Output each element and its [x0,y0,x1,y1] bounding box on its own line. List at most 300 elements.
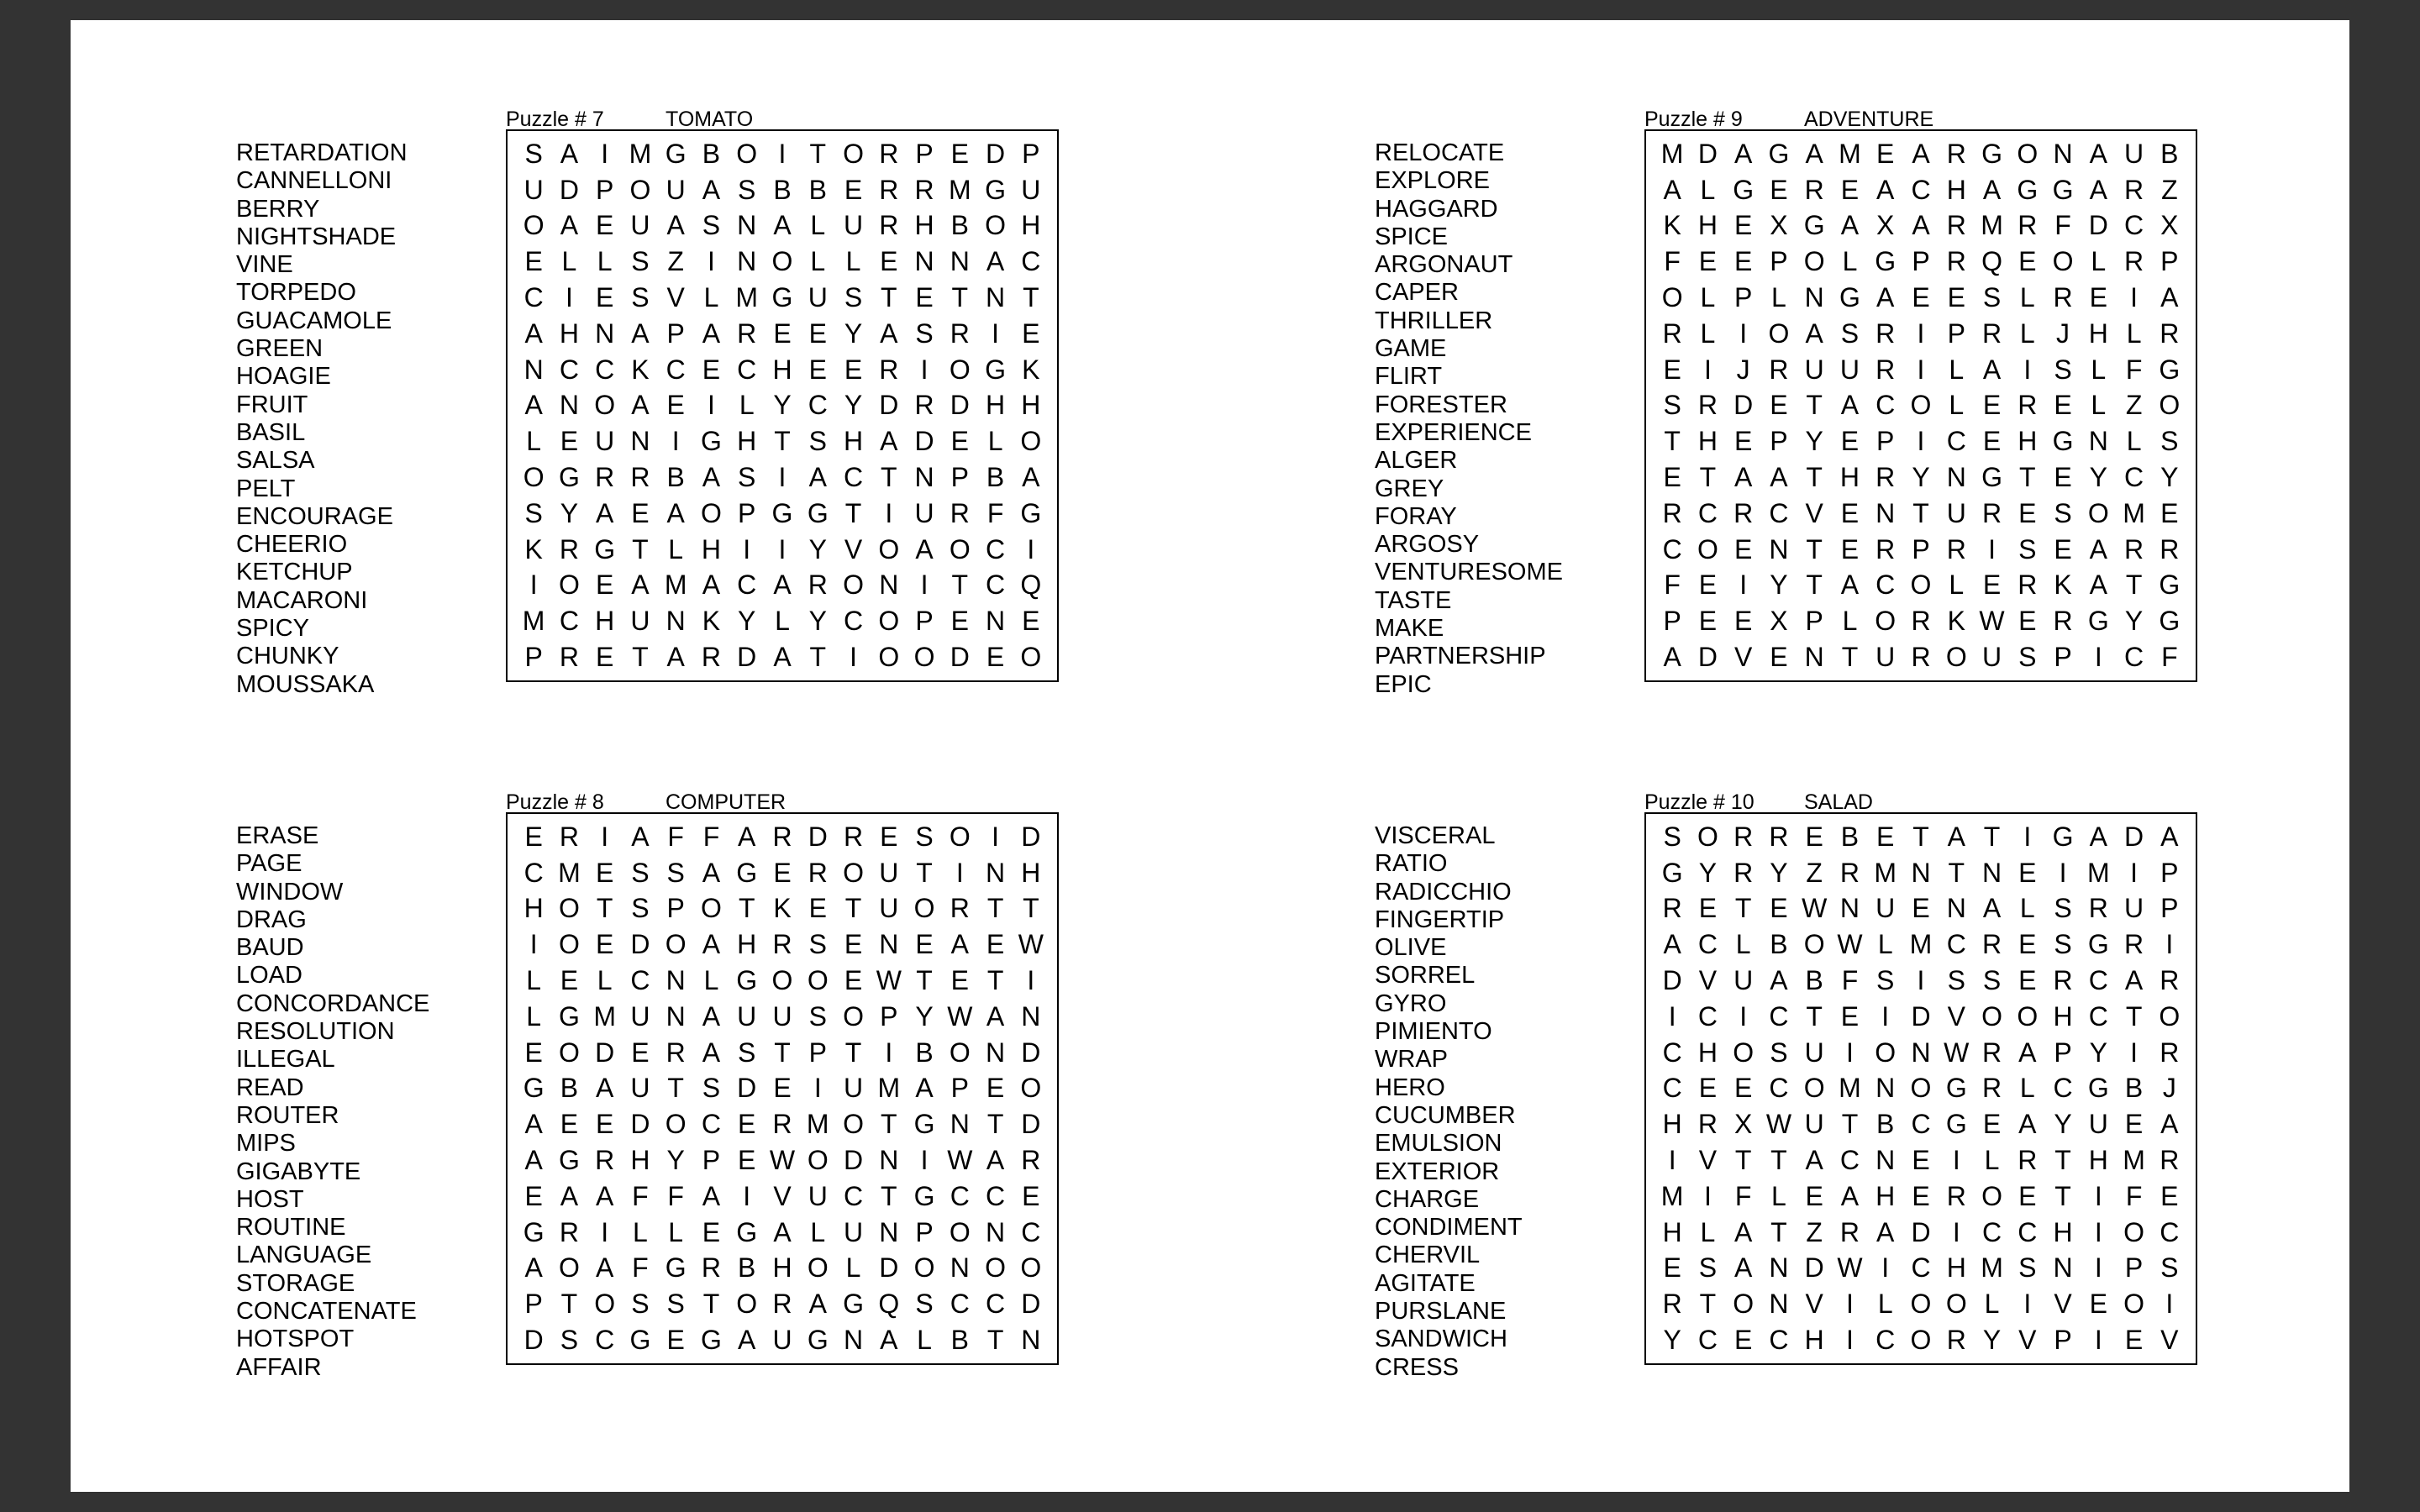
grid-letter: K [773,893,792,924]
grid-letter: F [2125,1180,2143,1211]
grid-letter: G [807,1325,829,1356]
grid-letter: R [914,390,934,421]
grid-letter: W [1979,606,2005,637]
grid-letter: O [1945,642,1967,673]
word-list-item: CRESS [1375,1353,1459,1381]
grid-letter: E [631,497,650,528]
grid-letter: S [738,1037,756,1068]
grid-letter: T [1734,893,1752,924]
grid-letter: V [2054,1289,2072,1320]
grid-letter: E [595,1109,614,1140]
grid-letter: G [2052,821,2074,852]
grid-letter: S [1663,390,1681,421]
grid-letter: O [558,893,580,924]
grid-letter: O [2087,497,2109,528]
grid-letter: A [524,390,543,421]
grid-letter: L [1949,570,1965,601]
grid-letter: E [1912,282,1930,313]
grid-letter: I [2059,857,2067,888]
grid-letter: I [1917,318,1925,349]
grid-letter: U [914,497,934,528]
grid-letter: C [1021,1216,1041,1247]
grid-letter: C [950,1180,970,1211]
grid-letter: E [1698,570,1718,601]
word-list-item: ERASE [236,822,319,849]
grid-letter: G [1661,857,1683,888]
grid-letter: E [631,1037,650,1068]
grid-letter: C [2124,642,2144,673]
grid-letter: U [523,174,544,205]
grid-letter: A [702,1037,721,1068]
grid-letter: M [877,1073,901,1104]
grid-letter: Z [1806,1216,1823,1247]
grid-letter: R [1876,318,1896,349]
grid-letter: T [986,965,1004,996]
grid-letter: S [2160,1252,2179,1284]
grid-letter: D [2124,821,2144,852]
grid-letter: L [1771,1180,1786,1211]
grid-letter: O [629,174,651,205]
grid-letter: F [632,1252,649,1284]
grid-letter: O [1910,390,1932,421]
grid-letter: U [1839,354,1860,385]
grid-letter: S [844,282,863,313]
grid-letter: C [1946,426,1966,457]
grid-letter: A [631,390,650,421]
grid-letter: E [1733,246,1753,277]
grid-letter: P [1805,606,1823,637]
grid-letter: E [844,174,863,205]
grid-letter: A [2124,965,2144,996]
grid-letter: G [2017,174,2039,205]
grid-letter: S [2054,893,2072,924]
grid-letter: H [1804,1325,1824,1356]
grid-letter: E [2089,282,2107,313]
grid-letter: E [524,821,543,852]
grid-letter: R [879,354,899,385]
grid-letter: W [1837,1252,1863,1284]
grid-letter: E [1698,1073,1718,1104]
grid-letter: C [1769,1000,1789,1032]
grid-letter: B [1770,929,1788,960]
grid-letter: P [595,174,614,205]
grid-letter: P [524,642,543,673]
grid-letter: N [1876,497,1896,528]
grid-letter: B [560,1073,579,1104]
grid-letter: V [1805,497,1823,528]
grid-letter: A [702,462,721,493]
grid-letter: E [1770,174,1788,205]
grid-letter: O [2017,1000,2039,1032]
grid-letter: E [1698,893,1718,924]
puzzle-number: Puzzle # 8 [506,790,604,814]
grid-letter: S [808,1000,827,1032]
grid-letter: O [913,1252,935,1284]
grid-letter: E [1733,426,1753,457]
grid-letter: C [1697,929,1718,960]
grid-letter: E [2018,1180,2037,1211]
grid-letter: A [1663,642,1681,673]
grid-letter: I [2094,1216,2102,1247]
grid-letter: I [1952,1216,1960,1247]
grid-letter: I [1703,1180,1712,1211]
grid-letter: A [560,138,579,169]
grid-letter: M [1839,138,1861,169]
grid-letter: S [631,1289,650,1320]
grid-letter: W [769,1145,796,1176]
grid-letter: A [595,1073,614,1104]
grid-letter: C [1981,1216,2002,1247]
word-list-item: CONCATENATE [236,1298,417,1326]
grid-letter: D [2088,210,2108,241]
grid-letter: G [558,1145,580,1176]
grid-letter: A [950,929,969,960]
grid-letter: L [775,606,790,637]
grid-letter: A [1663,929,1681,960]
word-list-item: VENTURESOME [1375,559,1563,586]
grid-letter: M [629,138,652,169]
grid-letter: R [2160,1145,2180,1176]
grid-letter: U [843,1216,864,1247]
grid-letter: P [2054,642,2072,673]
grid-letter: R [701,1252,722,1284]
grid-letter: S [1663,821,1681,852]
puzzle-theme: TOMATO [666,108,754,131]
grid-letter: I [565,282,573,313]
grid-letter: S [1982,282,2002,313]
grid-letter: Z [2161,174,2178,205]
grid-letter: E [1770,642,1788,673]
grid-letter: E [844,354,863,385]
grid-letter: A [773,210,792,241]
grid-letter: G [736,965,758,996]
grid-letter: E [1982,570,2002,601]
grid-letter: L [2126,318,2142,349]
grid-letter: R [1839,1216,1860,1247]
grid-letter: E [2124,1325,2144,1356]
grid-letter: T [738,893,755,924]
grid-letter: M [1660,1180,1684,1211]
grid-letter: F [2125,354,2143,385]
grid-letter: S [1698,1252,1718,1284]
grid-letter: S [524,497,543,528]
grid-letter: I [2094,642,2102,673]
grid-letter: O [1733,1289,1754,1320]
grid-letter: M [806,1109,829,1140]
puzzle-theme: ADVENTURE [1804,108,1934,131]
grid-letter: E [773,1073,792,1104]
grid-letter: A [524,318,543,349]
grid-letter: U [630,1073,650,1104]
grid-letter: I [955,857,964,888]
grid-letter: O [771,965,793,996]
grid-letter: O [843,1000,864,1032]
grid-letter: A [1663,174,1681,205]
grid-letter: C [2088,1000,2108,1032]
grid-letter: G [2159,606,2181,637]
grid-letter: I [1881,1252,1890,1284]
word-list-item: EXTERIOR [1375,1158,1500,1185]
grid-letter: G [1981,462,2002,493]
grid-letter: O [949,821,971,852]
grid-letter: O [771,246,793,277]
grid-letter: E [1840,174,1860,205]
grid-letter: G [2087,606,2109,637]
grid-letter: O [701,893,722,924]
grid-letter: C [1911,1252,1931,1284]
grid-letter: A [524,1252,543,1284]
grid-letter: N [1876,1145,1896,1176]
word-list-item: SPICE [1375,223,1449,250]
word-list-item: PARTNERSHIP [1375,643,1546,670]
grid-letter: I [778,533,786,564]
grid-letter: O [558,1037,580,1068]
word-list-item: GIGABYTE [236,1158,361,1185]
grid-letter: S [2054,929,2072,960]
word-list-item: PIMIENTO [1375,1018,1492,1046]
grid-letter: C [1946,929,1966,960]
grid-letter: C [1021,246,1041,277]
grid-letter: T [1023,893,1039,924]
grid-letter: C [1662,1073,1682,1104]
grid-letter: H [1021,210,1041,241]
grid-letter: O [843,570,864,601]
grid-letter: K [524,533,543,564]
grid-letter: L [1949,354,1965,385]
grid-letter: E [702,354,721,385]
word-list-item: HOAGIE [236,363,331,391]
grid-letter: G [629,1325,651,1356]
grid-letter: N [950,1109,970,1140]
grid-letter: H [1946,174,1966,205]
grid-letter: G [1020,497,1042,528]
grid-letter: I [743,533,751,564]
grid-letter: E [844,965,863,996]
grid-letter: N [1911,1037,1931,1068]
grid-letter: E [1840,1000,1860,1032]
grid-letter: T [809,138,827,169]
grid-letter: A [880,1325,898,1356]
grid-letter: G [913,1109,935,1140]
grid-letter: D [737,642,757,673]
grid-letter: R [1946,138,1966,169]
grid-letter: Y [2124,606,2144,637]
grid-letter: E [1733,533,1753,564]
grid-letter: F [667,1180,684,1211]
grid-letter: A [986,1145,1005,1176]
grid-letter: A [560,1180,579,1211]
grid-letter: Y [1805,426,1823,457]
grid-letter: L [526,426,542,457]
grid-letter: A [702,318,721,349]
grid-letter: V [1805,1289,1823,1320]
letter-grid [506,812,1059,1365]
grid-letter: E [1698,606,1718,637]
grid-letter: E [2018,857,2037,888]
grid-letter: H [986,390,1006,421]
grid-letter: O [1803,929,1825,960]
grid-letter: G [1839,282,1860,313]
grid-letter: A [2018,1037,2037,1068]
grid-letter: H [737,426,757,457]
grid-letter: C [1697,497,1718,528]
grid-letter: E [2018,965,2037,996]
grid-letter: G [1981,138,2002,169]
grid-letter: O [736,1289,758,1320]
grid-letter: R [1946,533,1966,564]
word-list-item: BASIL [236,418,306,446]
grid-letter: C [2160,1216,2180,1247]
grid-letter: O [1768,318,1790,349]
grid-letter: I [813,1073,822,1104]
grid-letter: O [1661,282,1683,313]
grid-letter: O [807,965,829,996]
grid-letter: S [1982,965,2002,996]
grid-letter: S [1947,965,1965,996]
grid-letter: R [772,1109,792,1140]
grid-letter: I [601,821,609,852]
grid-letter: X [1733,1109,1753,1140]
grid-letter: O [1981,1180,2002,1211]
grid-letter: O [949,1216,971,1247]
grid-letter: Q [878,1289,900,1320]
word-list-item: CANNELLONI [236,167,392,195]
grid-letter: E [915,282,934,313]
grid-letter: A [702,570,721,601]
grid-letter: H [1021,857,1041,888]
grid-letter: O [558,1252,580,1284]
grid-letter: S [666,857,685,888]
grid-letter: W [876,965,902,996]
grid-letter: N [986,606,1006,637]
puzzle-header [1644,108,1934,132]
grid-letter: A [1840,210,1860,241]
grid-letter: O [1697,821,1718,852]
grid-letter: M [1981,1252,2003,1284]
word-list-item: EXPERIENCE [1375,418,1532,446]
grid-letter: R [737,318,757,349]
word-list-item: STORAGE [236,1269,355,1297]
grid-letter: O [1020,1252,1042,1284]
grid-letter: G [1803,210,1825,241]
grid-letter: R [772,929,792,960]
grid-letter: L [668,533,684,564]
grid-letter: R [950,497,970,528]
puzzle-block [1375,790,2420,1417]
grid-letter: A [702,1000,721,1032]
grid-letter: L [1984,1289,2000,1320]
grid-letter: P [1947,318,1965,349]
grid-letter: T [1734,1145,1752,1176]
grid-letter: E [1982,426,2002,457]
grid-letter: O [807,1145,829,1176]
word-list-item: FLIRT [1375,363,1443,391]
word-list-item: PAGE [236,850,302,878]
grid-letter: J [2162,1073,2176,1104]
grid-letter: N [666,1000,686,1032]
grid-letter: L [597,246,613,277]
grid-letter: H [1697,210,1718,241]
grid-letter: E [1912,1180,1930,1211]
grid-letter: C [2124,210,2144,241]
word-list-item: EXPLORE [1375,167,1490,195]
grid-letter: F [702,821,720,852]
grid-letter: P [2124,1252,2144,1284]
grid-letter: H [559,318,579,349]
grid-letter: A [2089,570,2107,601]
grid-letter: W [1944,1037,1970,1068]
grid-letter: O [2159,390,2181,421]
grid-letter: H [914,210,934,241]
grid-letter: E [1022,1180,1040,1211]
grid-letter: A [808,1289,827,1320]
grid-letter: E [595,857,614,888]
grid-letter: C [2018,1216,2038,1247]
grid-letter: E [1663,1252,1681,1284]
grid-letter: E [524,246,543,277]
grid-letter: E [702,1216,721,1247]
grid-letter: G [1733,174,1754,205]
grid-letter: G [771,497,793,528]
word-list-item: WRAP [1375,1046,1448,1074]
grid-letter: O [913,893,935,924]
grid-letter: F [2054,210,2071,241]
grid-letter: N [1804,642,1824,673]
grid-letter: I [2130,857,2139,888]
grid-letter: L [633,1216,648,1247]
grid-letter: T [1912,821,1929,852]
puzzle-block [1375,108,2420,734]
grid-letter: G [2052,174,2074,205]
grid-letter: S [560,1325,579,1356]
word-list-item: NIGHTSHADE [236,223,397,250]
grid-letter: N [986,857,1006,888]
grid-letter: I [1881,1000,1890,1032]
grid-letter: O [949,354,971,385]
grid-letter: T [916,857,933,888]
grid-letter: N [737,210,757,241]
grid-letter: I [920,570,929,601]
grid-letter: K [1947,606,1965,637]
grid-letter: B [666,462,685,493]
word-list [1375,139,1573,699]
grid-letter: E [1982,390,2002,421]
grid-letter: I [2094,1325,2102,1356]
word-list-item: PURSLANE [1375,1298,1507,1326]
grid-letter: G [558,462,580,493]
grid-letter: E [2054,533,2072,564]
grid-letter: G [2052,426,2074,457]
grid-letter: O [701,497,722,528]
grid-letter: I [671,426,680,457]
grid-letter: D [630,1109,650,1140]
grid-letter: M [2123,497,2145,528]
grid-letter: P [2160,857,2179,888]
grid-letter: Y [1912,462,1930,493]
grid-letter: D [1021,1037,1041,1068]
word-list-item: ROUTER [236,1101,339,1129]
grid-letter: O [878,642,900,673]
grid-letter: B [702,138,721,169]
grid-letter: D [737,1073,757,1104]
grid-letter: R [1733,821,1754,852]
grid-letter: O [558,929,580,960]
grid-letter: F [1664,246,1681,277]
grid-letter: E [1805,1180,1823,1211]
grid-letter: U [1804,1109,1824,1140]
grid-letter: A [808,462,827,493]
grid-letter: C [986,1289,1006,1320]
